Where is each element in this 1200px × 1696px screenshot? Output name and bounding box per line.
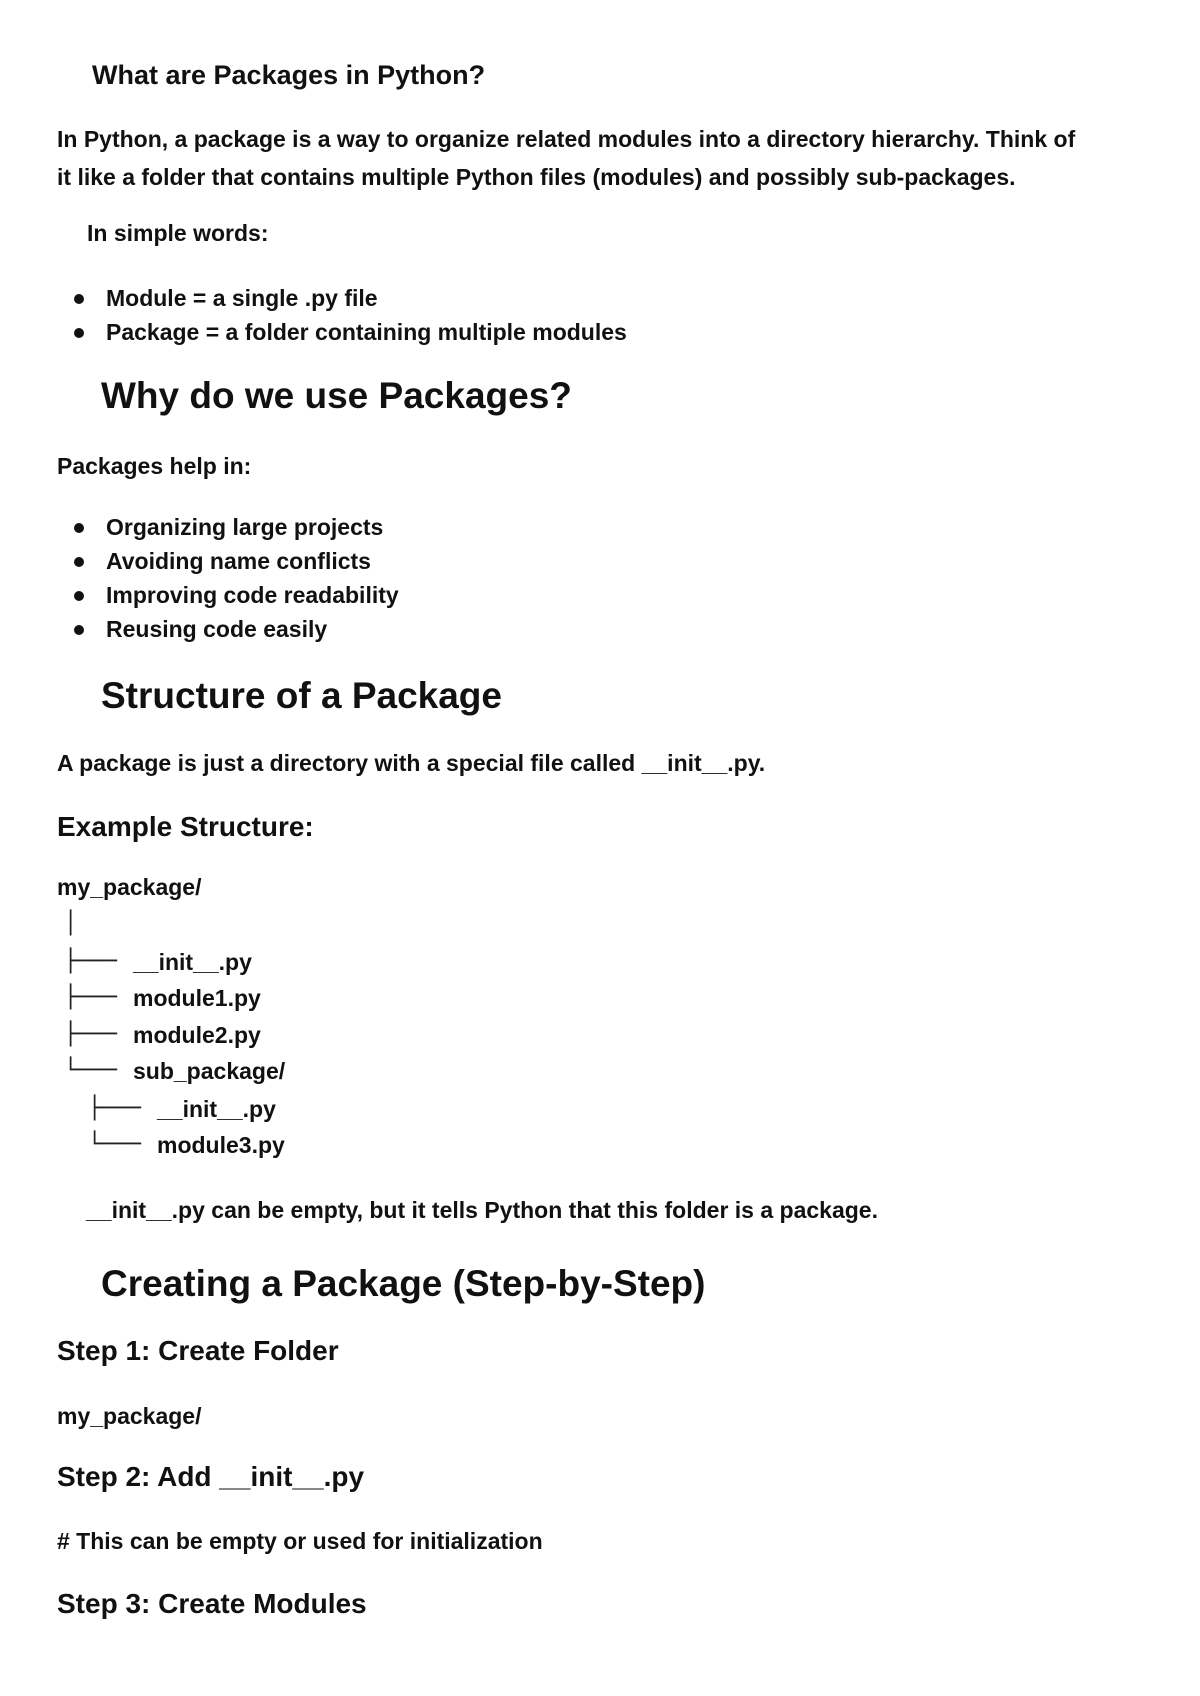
list-item	[74, 315, 627, 349]
tree-item: module2.py	[133, 1022, 261, 1048]
list-item	[74, 578, 399, 612]
structure-description: A package is just a directory with a special file called __init__.py.	[57, 750, 766, 776]
list-item-text: Package = a folder containing multiple modules	[106, 319, 627, 345]
intro-paragraph	[57, 120, 1157, 196]
list-item	[74, 281, 627, 315]
tree-item: module3.py	[157, 1132, 285, 1158]
list-item-text: Reusing code easily	[106, 616, 328, 642]
bullet-icon	[74, 294, 84, 304]
heading-why-use-packages: Why do we use Packages?	[101, 375, 572, 416]
list-item	[74, 510, 399, 544]
bullet-icon	[74, 557, 84, 567]
example-structure-heading: Example Structure:	[57, 811, 314, 842]
bullet-icon	[74, 591, 84, 601]
list-item	[74, 544, 399, 578]
heading-structure-of-package: Structure of a Package	[101, 675, 502, 716]
tree-branch: └───	[64, 1058, 117, 1083]
list-item-text: Organizing large projects	[106, 514, 384, 540]
tree-item: __init__.py	[157, 1096, 276, 1122]
step3-heading: Step 3: Create Modules	[57, 1588, 367, 1619]
tree-root: my_package/	[57, 874, 202, 900]
list-item-text: Module = a single .py file	[106, 285, 378, 311]
intro-paragraph-line-2: it like a folder that contains multiple Python files (modules) and possibly sub-packages.	[57, 164, 1016, 190]
step1-text: my_package/	[57, 1403, 202, 1429]
init-note: __init__.py can be empty, but it tells Python that this folder is a package.	[86, 1197, 878, 1223]
heading-creating-package: Creating a Package (Step-by-Step)	[101, 1263, 706, 1304]
tree-item: sub_package/	[133, 1058, 286, 1084]
list-item-text: Improving code readability	[106, 582, 399, 608]
list-item-text: Avoiding name conflicts	[106, 548, 371, 574]
intro-paragraph-line-1: In Python, a package is a way to organize related modules into a directory hierarchy. Think of	[57, 126, 1076, 152]
bullet-icon	[74, 625, 84, 635]
step2-text: # This can be empty or used for initialization	[57, 1528, 543, 1554]
tree-branch: ├───	[64, 985, 117, 1010]
heading-what-are-packages: What are Packages in Python?	[92, 60, 486, 90]
tree-item: module1.py	[133, 985, 261, 1011]
packages-help-lead: Packages help in:	[57, 453, 252, 479]
list-item	[74, 612, 399, 646]
tree-branch: ├───	[64, 1022, 117, 1047]
tree-branch: └───	[88, 1132, 141, 1157]
intro-bullet-list	[74, 281, 627, 349]
why-bullet-list	[74, 510, 399, 646]
tree-branch: ├───	[64, 949, 117, 974]
bullet-icon	[74, 523, 84, 533]
tree-branch: ├───	[88, 1096, 141, 1121]
bullet-icon	[74, 328, 84, 338]
tree-pipe: │	[64, 911, 78, 936]
simple-words-label: In simple words:	[87, 220, 269, 246]
tree-item: __init__.py	[133, 949, 252, 975]
step1-heading: Step 1: Create Folder	[57, 1335, 339, 1366]
step2-heading: Step 2: Add __init__.py	[57, 1461, 365, 1492]
